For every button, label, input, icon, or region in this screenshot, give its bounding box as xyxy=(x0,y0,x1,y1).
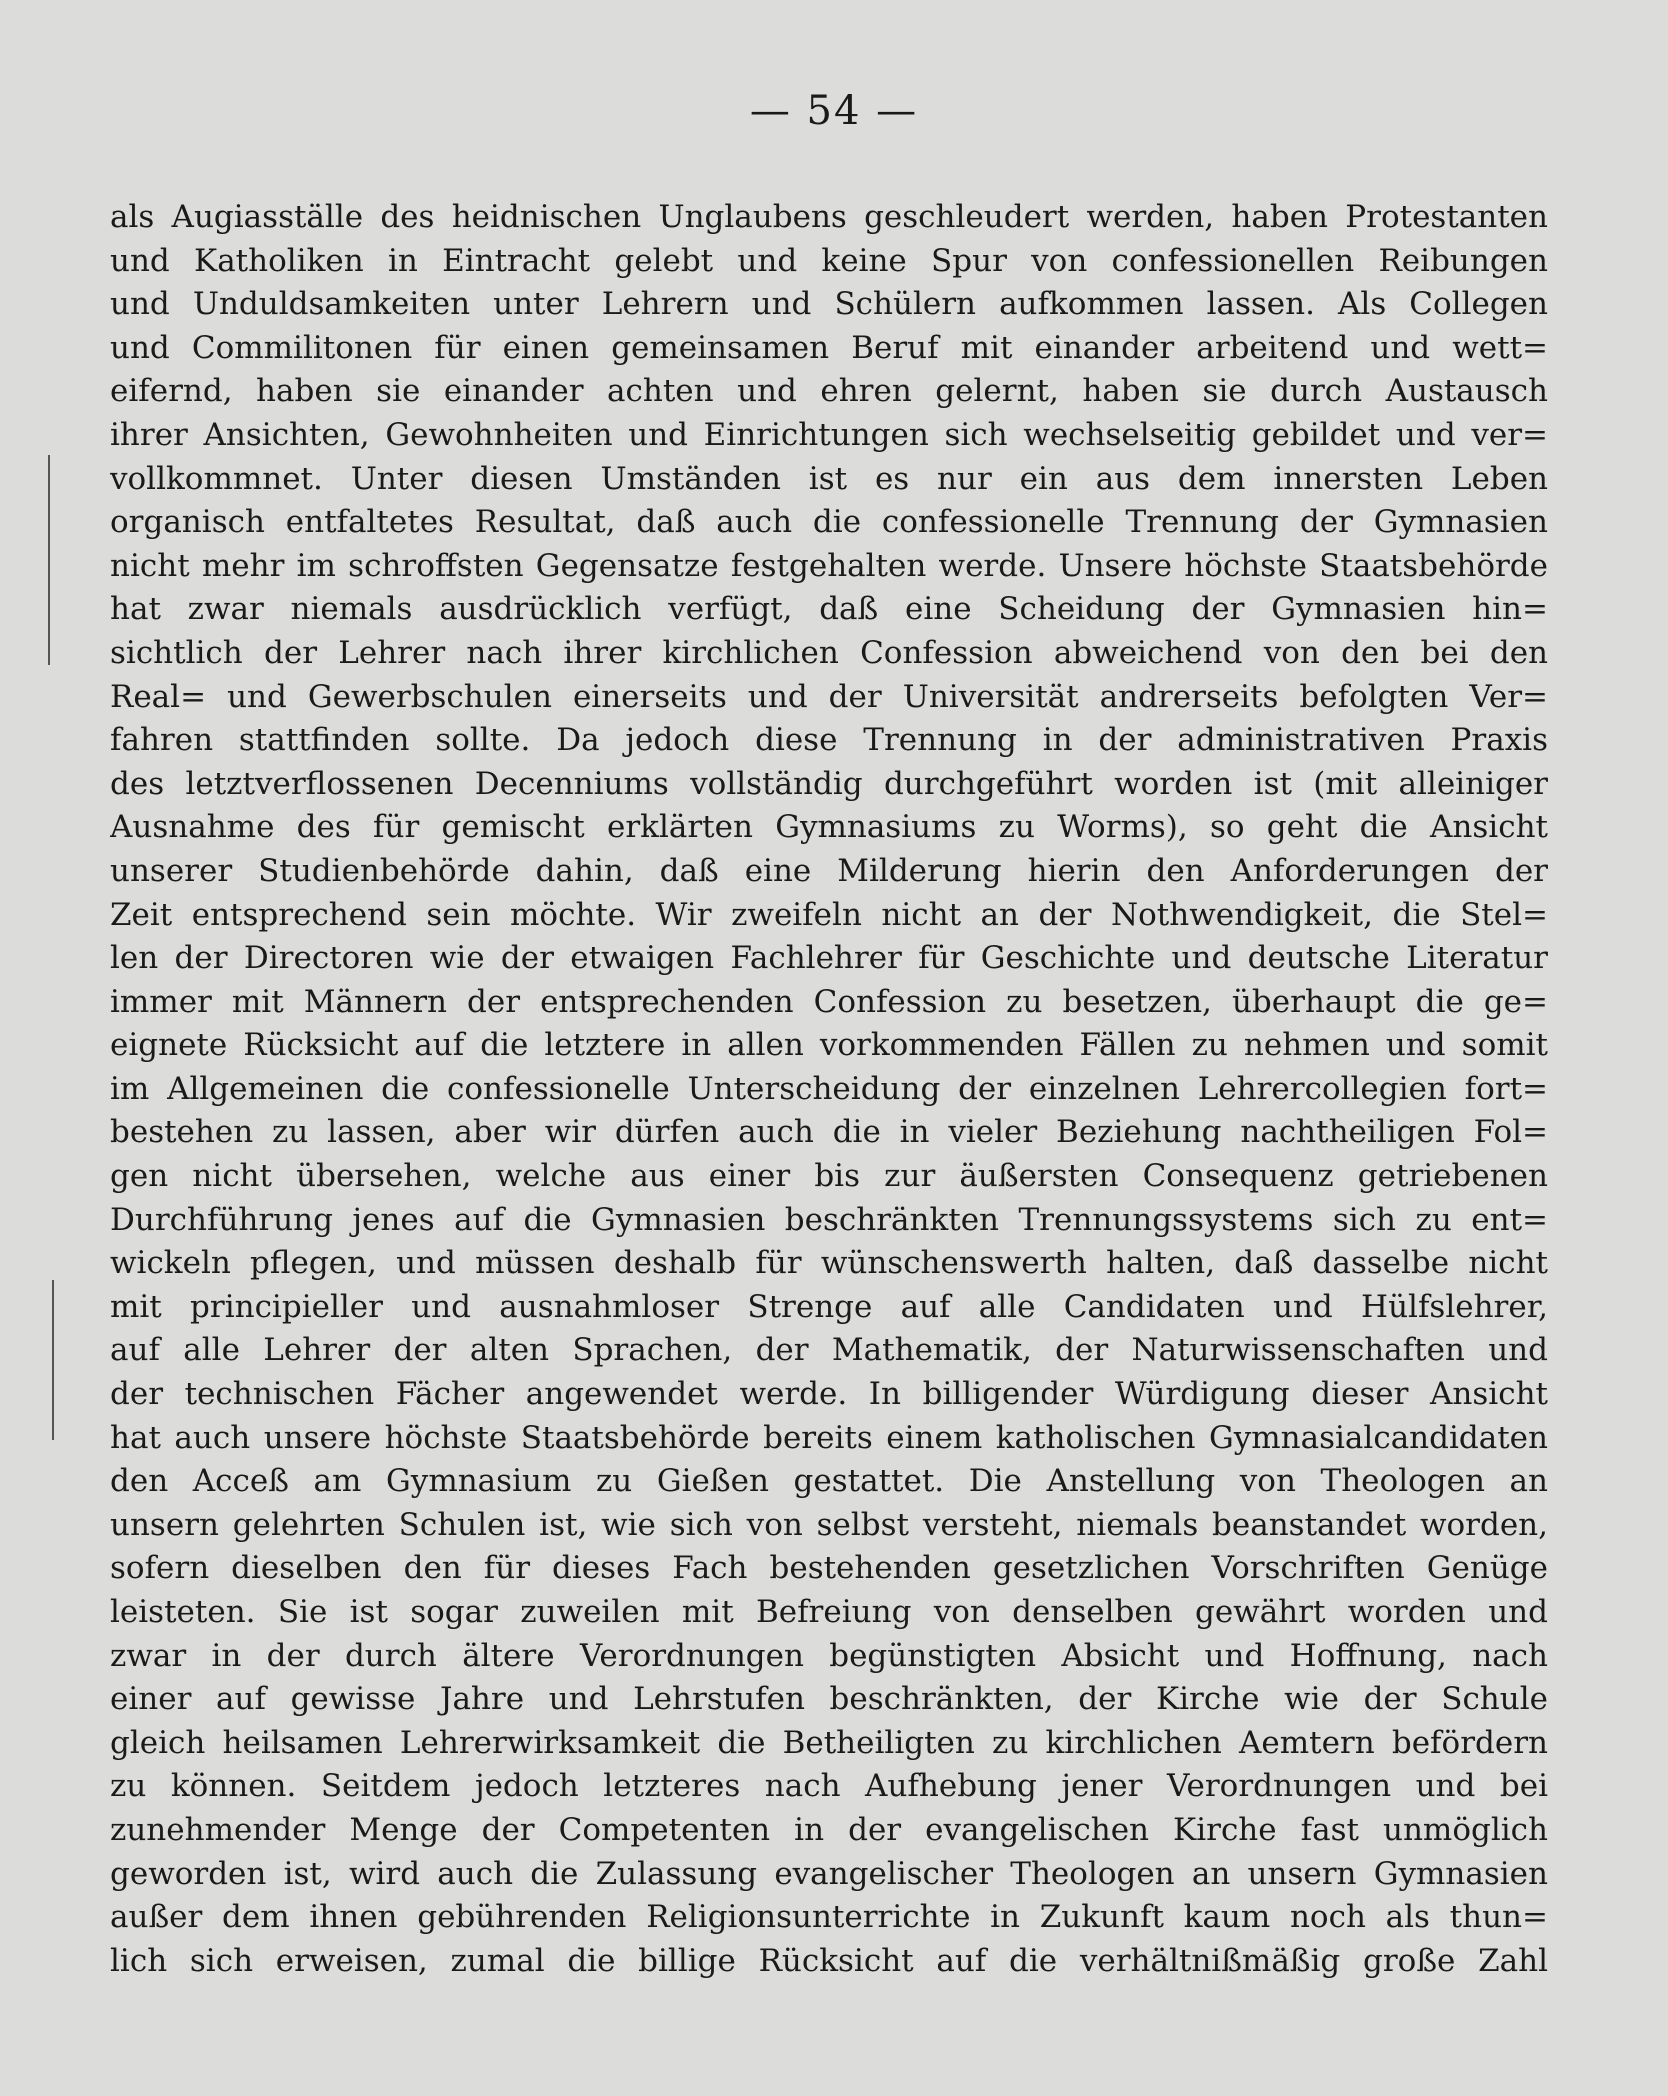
text-line: len der Directoren wie der etwaigen Fachlehrer für Geschichte und deutsche Literatur xyxy=(110,940,1548,977)
text-line: vollkommnet. Unter diesen Umständen ist es nur ein aus dem innersten Leben xyxy=(110,460,1548,497)
text-line: zunehmender Menge der Competenten in der evangelischen Kirche fast unmöglich xyxy=(110,1811,1548,1848)
text-line: lich sich erweisen, zumal die billige Rücksicht auf die verhältnißmäßig große Zahl xyxy=(110,1942,1548,1979)
text-line: eifernd, haben sie einander achten und ehren gelernt, haben sie durch Austausch xyxy=(110,373,1548,410)
text-line: leisteten. Sie ist sogar zuweilen mit Befreiung von denselben gewährt worden und xyxy=(110,1594,1548,1630)
margin-mark-top xyxy=(48,455,50,665)
text-line: eignete Rücksicht auf die letztere in allen vorkommenden Fällen zu nehmen und somit xyxy=(110,1027,1548,1064)
text-line: auf alle Lehrer der alten Sprachen, der Mathematik, der Naturwissenschaften und xyxy=(110,1332,1548,1369)
text-line: gen nicht übersehen, welche aus einer bis zur äußersten Consequenz getriebenen xyxy=(110,1158,1548,1195)
text-line: Zeit entsprechend sein möchte. Wir zweifeln nicht an der Nothwendigkeit, die Stel= xyxy=(110,896,1548,933)
text-line: im Allgemeinen die confessionelle Unterscheidung der einzelnen Lehrercollegien fort= xyxy=(110,1070,1548,1107)
text-line: des letztverflossenen Decenniums vollständig durchgeführt worden ist (mit alleiniger xyxy=(110,765,1548,802)
text-line: und Katholiken in Eintracht gelebt und keine Spur von confessionellen Reibungen xyxy=(110,242,1548,279)
text-line: und Commilitonen für einen gemeinsamen Beruf mit einander arbeitend und wett= xyxy=(110,329,1548,366)
text-line: sichtlich der Lehrer nach ihrer kirchlichen Confession abweichend von den bei den xyxy=(110,634,1548,671)
text-line: mit principieller und ausnahmloser Strenge auf alle Candidaten und Hülfslehrer, xyxy=(110,1288,1548,1325)
text-line: wickeln pflegen, und müssen deshalb für wünschenswerth halten, daß dasselbe nicht xyxy=(110,1245,1548,1282)
text-line: organisch entfaltetes Resultat, daß auch die confessionelle Trennung der Gymnasien xyxy=(110,504,1548,541)
text-line: unsern gelehrten Schulen ist, wie sich von selbst versteht, niemals beanstandet worden, xyxy=(110,1506,1548,1543)
text-line: hat zwar niemals ausdrücklich verfügt, daß eine Scheidung der Gymnasien hin= xyxy=(110,591,1548,628)
text-line: und Unduldsamkeiten unter Lehrern und Schülern aufkommen lassen. Als Collegen xyxy=(110,286,1548,323)
body-text xyxy=(110,196,1548,1983)
text-line: fahren stattfinden sollte. Da jedoch diese Trennung in der administrativen Praxis xyxy=(110,722,1548,759)
text-line: als Augiasställe des heidnischen Unglaubens geschleudert werden, haben Protestanten xyxy=(110,199,1548,235)
text-line: außer dem ihnen gebührenden Religionsunterrichte in Zukunft kaum noch als thun= xyxy=(110,1899,1548,1936)
text-line: den Acceß am Gymnasium zu Gießen gestattet. Die Anstellung von Theologen an xyxy=(110,1463,1548,1500)
page-number: — 54 — xyxy=(749,88,919,134)
text-line: zwar in der durch ältere Verordnungen begünstigten Absicht und Hoffnung, nach xyxy=(110,1637,1548,1674)
text-line: einer auf gewisse Jahre und Lehrstufen beschränkten, der Kirche wie der Schule xyxy=(110,1681,1548,1718)
text-line: der technischen Fächer angewendet werde. In billigender Würdigung dieser Ansicht xyxy=(110,1376,1548,1413)
text-line: Durchführung jenes auf die Gymnasien beschränkten Trennungssystems sich zu ent= xyxy=(110,1201,1548,1238)
margin-mark-bottom xyxy=(52,1280,54,1440)
text-line: geworden ist, wird auch die Zulassung evangelischer Theologen an unsern Gymnasien xyxy=(110,1855,1548,1892)
text-line: bestehen zu lassen, aber wir dürfen auch die in vieler Beziehung nachtheiligen Fol= xyxy=(110,1114,1548,1151)
text-line: Ausnahme des für gemischt erklärten Gymnasiums zu Worms), so geht die Ansicht xyxy=(110,809,1548,846)
text-line: ihrer Ansichten, Gewohnheiten und Einrichtungen sich wechselseitig gebildet und ver= xyxy=(110,416,1548,453)
text-line: immer mit Männern der entsprechenden Confession zu besetzen, überhaupt die ge= xyxy=(110,983,1548,1020)
text-line: gleich heilsamen Lehrerwirksamkeit die Betheiligten zu kirchlichen Aemtern befördern xyxy=(110,1724,1548,1761)
text-line: unserer Studienbehörde dahin, daß eine Milderung hierin den Anforderungen der xyxy=(110,852,1548,889)
text-line: nicht mehr im schroffsten Gegensatze festgehalten werde. Unsere höchste Staatsbehörde xyxy=(110,547,1548,584)
text-line: hat auch unsere höchste Staatsbehörde bereits einem katholischen Gymnasialcandidaten xyxy=(110,1419,1548,1456)
text-line: zu können. Seitdem jedoch letzteres nach Aufhebung jener Verordnungen und bei xyxy=(110,1768,1548,1805)
text-line: sofern dieselben den für dieses Fach bestehenden gesetzlichen Vorschriften Genüge xyxy=(110,1550,1548,1587)
text-line: Real= und Gewerbschulen einerseits und der Universität andrerseits befolgten Ver= xyxy=(110,678,1548,715)
